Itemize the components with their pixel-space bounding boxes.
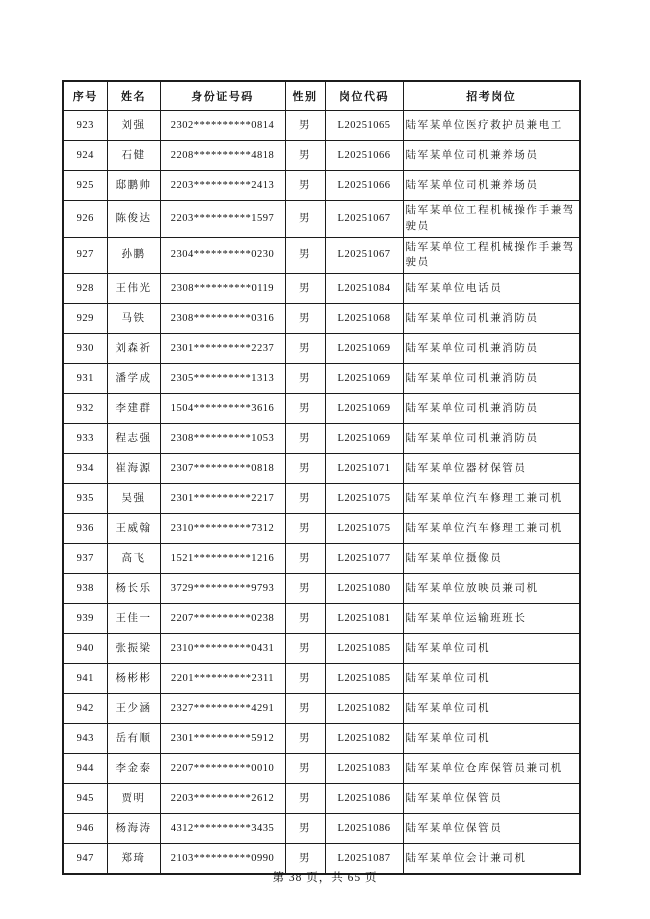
table-row xyxy=(63,544,580,574)
cell-seq: 934 xyxy=(63,454,107,484)
cell-position: 陆军某单位仓库保管员兼司机 xyxy=(403,754,580,784)
cell-name: 吴强 xyxy=(107,484,160,514)
cell-position: 陆军某单位电话员 xyxy=(403,274,580,304)
column-header-id-number: 身份证号码 xyxy=(160,81,285,111)
cell-id-number: 2308**********1053 xyxy=(160,424,285,454)
column-header-gender: 性别 xyxy=(285,81,325,111)
cell-id-number: 2207**********0010 xyxy=(160,754,285,784)
cell-job-code: L20251067 xyxy=(325,201,403,238)
cell-name: 杨海涛 xyxy=(107,814,160,844)
cell-id-number: 2201**********2311 xyxy=(160,664,285,694)
cell-job-code: L20251085 xyxy=(325,664,403,694)
table-row xyxy=(63,304,580,334)
cell-name: 王威翰 xyxy=(107,514,160,544)
cell-name: 邸鹏帅 xyxy=(107,171,160,201)
cell-position: 陆军某单位司机 xyxy=(403,724,580,754)
table-row xyxy=(63,141,580,171)
cell-id-number: 2301**********2217 xyxy=(160,484,285,514)
cell-job-code: L20251082 xyxy=(325,724,403,754)
page-number-indicator: 第 38 页，共 65 页 xyxy=(272,872,378,884)
cell-seq: 940 xyxy=(63,634,107,664)
cell-position: 陆军某单位司机 xyxy=(403,634,580,664)
cell-id-number: 2301**********2237 xyxy=(160,334,285,364)
cell-position: 陆军某单位司机 xyxy=(403,664,580,694)
column-header-position: 招考岗位 xyxy=(403,81,580,111)
cell-gender: 男 xyxy=(285,171,325,201)
cell-name: 王佳一 xyxy=(107,604,160,634)
cell-position: 陆军某单位汽车修理工兼司机 xyxy=(403,514,580,544)
cell-job-code: L20251066 xyxy=(325,171,403,201)
cell-seq: 943 xyxy=(63,724,107,754)
cell-seq: 942 xyxy=(63,694,107,724)
cell-gender: 男 xyxy=(285,237,325,274)
table-body xyxy=(63,111,580,875)
cell-name: 程志强 xyxy=(107,424,160,454)
cell-id-number: 4312**********3435 xyxy=(160,814,285,844)
cell-id-number: 2305**********1313 xyxy=(160,364,285,394)
cell-job-code: L20251071 xyxy=(325,454,403,484)
cell-job-code: L20251077 xyxy=(325,544,403,574)
cell-job-code: L20251065 xyxy=(325,111,403,141)
table-row xyxy=(63,814,580,844)
cell-job-code: L20251069 xyxy=(325,424,403,454)
cell-position: 陆军某单位保管员 xyxy=(403,784,580,814)
cell-id-number: 3729**********9793 xyxy=(160,574,285,604)
table-row xyxy=(63,574,580,604)
cell-gender: 男 xyxy=(285,634,325,664)
table-row xyxy=(63,111,580,141)
cell-name: 崔海源 xyxy=(107,454,160,484)
cell-gender: 男 xyxy=(285,754,325,784)
cell-position: 陆军某单位司机兼消防员 xyxy=(403,394,580,424)
cell-gender: 男 xyxy=(285,814,325,844)
cell-gender: 男 xyxy=(285,484,325,514)
cell-position: 陆军某单位摄像员 xyxy=(403,544,580,574)
cell-job-code: L20251069 xyxy=(325,394,403,424)
cell-job-code: L20251069 xyxy=(325,334,403,364)
cell-id-number: 2301**********5912 xyxy=(160,724,285,754)
cell-seq: 938 xyxy=(63,574,107,604)
cell-gender: 男 xyxy=(285,201,325,238)
cell-name: 杨彬彬 xyxy=(107,664,160,694)
cell-position: 陆军某单位保管员 xyxy=(403,814,580,844)
cell-seq: 925 xyxy=(63,171,107,201)
column-header-job-code: 岗位代码 xyxy=(325,81,403,111)
cell-seq: 936 xyxy=(63,514,107,544)
cell-seq: 941 xyxy=(63,664,107,694)
cell-name: 王伟光 xyxy=(107,274,160,304)
cell-seq: 944 xyxy=(63,754,107,784)
table-row xyxy=(63,514,580,544)
cell-gender: 男 xyxy=(285,274,325,304)
cell-name: 高飞 xyxy=(107,544,160,574)
table-row xyxy=(63,171,580,201)
cell-gender: 男 xyxy=(285,364,325,394)
table-row xyxy=(63,634,580,664)
cell-id-number: 2308**********0316 xyxy=(160,304,285,334)
table-header-row xyxy=(63,81,580,111)
cell-id-number: 2308**********0119 xyxy=(160,274,285,304)
cell-position: 陆军某单位司机兼消防员 xyxy=(403,304,580,334)
cell-id-number: 2304**********0230 xyxy=(160,237,285,274)
table-row xyxy=(63,604,580,634)
cell-seq: 924 xyxy=(63,141,107,171)
cell-name: 王少涵 xyxy=(107,694,160,724)
cell-position: 陆军某单位运输班班长 xyxy=(403,604,580,634)
cell-seq: 937 xyxy=(63,544,107,574)
cell-id-number: 2310**********0431 xyxy=(160,634,285,664)
cell-id-number: 2310**********7312 xyxy=(160,514,285,544)
cell-seq: 932 xyxy=(63,394,107,424)
cell-name: 刘强 xyxy=(107,111,160,141)
cell-name: 李建群 xyxy=(107,394,160,424)
cell-job-code: L20251087 xyxy=(325,844,403,875)
cell-job-code: L20251083 xyxy=(325,754,403,784)
cell-job-code: L20251082 xyxy=(325,694,403,724)
cell-seq: 935 xyxy=(63,484,107,514)
cell-gender: 男 xyxy=(285,141,325,171)
cell-gender: 男 xyxy=(285,454,325,484)
column-header-name: 姓名 xyxy=(107,81,160,111)
cell-position: 陆军某单位司机兼消防员 xyxy=(403,424,580,454)
cell-seq: 926 xyxy=(63,201,107,238)
cell-id-number: 1504**********3616 xyxy=(160,394,285,424)
cell-position: 陆军某单位工程机械操作手兼驾驶员 xyxy=(403,237,580,274)
cell-name: 刘森祈 xyxy=(107,334,160,364)
table-row xyxy=(63,724,580,754)
cell-name: 孙鹏 xyxy=(107,237,160,274)
cell-job-code: L20251067 xyxy=(325,237,403,274)
cell-job-code: L20251086 xyxy=(325,814,403,844)
cell-seq: 929 xyxy=(63,304,107,334)
cell-id-number: 2203**********1597 xyxy=(160,201,285,238)
cell-id-number: 2208**********4818 xyxy=(160,141,285,171)
cell-position: 陆军某单位司机兼消防员 xyxy=(403,334,580,364)
cell-job-code: L20251085 xyxy=(325,634,403,664)
cell-seq: 930 xyxy=(63,334,107,364)
cell-seq: 947 xyxy=(63,844,107,875)
cell-name: 石健 xyxy=(107,141,160,171)
table-row xyxy=(63,754,580,784)
cell-seq: 945 xyxy=(63,784,107,814)
cell-id-number: 2203**********2413 xyxy=(160,171,285,201)
cell-id-number: 1521**********1216 xyxy=(160,544,285,574)
cell-name: 潘学成 xyxy=(107,364,160,394)
cell-job-code: L20251081 xyxy=(325,604,403,634)
cell-gender: 男 xyxy=(285,334,325,364)
cell-position: 陆军某单位放映员兼司机 xyxy=(403,574,580,604)
cell-position: 陆军某单位汽车修理工兼司机 xyxy=(403,484,580,514)
recruitment-table-container xyxy=(62,80,581,875)
cell-seq: 933 xyxy=(63,424,107,454)
table-row xyxy=(63,454,580,484)
cell-gender: 男 xyxy=(285,844,325,875)
cell-id-number: 2203**********2612 xyxy=(160,784,285,814)
table-row xyxy=(63,394,580,424)
column-header-seq: 序号 xyxy=(63,81,107,111)
cell-id-number: 2103**********0990 xyxy=(160,844,285,875)
cell-job-code: L20251086 xyxy=(325,784,403,814)
cell-id-number: 2307**********0818 xyxy=(160,454,285,484)
cell-gender: 男 xyxy=(285,574,325,604)
table-row xyxy=(63,274,580,304)
cell-name: 杨长乐 xyxy=(107,574,160,604)
cell-seq: 939 xyxy=(63,604,107,634)
cell-gender: 男 xyxy=(285,544,325,574)
table-row xyxy=(63,784,580,814)
cell-position: 陆军某单位会计兼司机 xyxy=(403,844,580,875)
cell-job-code: L20251066 xyxy=(325,141,403,171)
cell-seq: 927 xyxy=(63,237,107,274)
cell-job-code: L20251075 xyxy=(325,484,403,514)
cell-id-number: 2207**********0238 xyxy=(160,604,285,634)
cell-job-code: L20251075 xyxy=(325,514,403,544)
cell-job-code: L20251080 xyxy=(325,574,403,604)
cell-name: 郑琦 xyxy=(107,844,160,875)
cell-position: 陆军某单位器材保管员 xyxy=(403,454,580,484)
cell-position: 陆军某单位司机兼消防员 xyxy=(403,364,580,394)
cell-seq: 923 xyxy=(63,111,107,141)
cell-gender: 男 xyxy=(285,111,325,141)
cell-seq: 946 xyxy=(63,814,107,844)
cell-gender: 男 xyxy=(285,724,325,754)
recruitment-roster-table xyxy=(62,80,581,875)
cell-position: 陆军某单位司机兼养场员 xyxy=(403,141,580,171)
table-row xyxy=(63,201,580,238)
cell-gender: 男 xyxy=(285,514,325,544)
cell-gender: 男 xyxy=(285,694,325,724)
cell-gender: 男 xyxy=(285,304,325,334)
cell-name: 岳有顺 xyxy=(107,724,160,754)
cell-position: 陆军某单位司机 xyxy=(403,694,580,724)
cell-id-number: 2302**********0814 xyxy=(160,111,285,141)
cell-job-code: L20251069 xyxy=(325,364,403,394)
cell-position: 陆军某单位医疗救护员兼电工 xyxy=(403,111,580,141)
table-row xyxy=(63,664,580,694)
cell-gender: 男 xyxy=(285,784,325,814)
cell-seq: 931 xyxy=(63,364,107,394)
table-row xyxy=(63,484,580,514)
table-row xyxy=(63,237,580,274)
cell-name: 贾明 xyxy=(107,784,160,814)
cell-seq: 928 xyxy=(63,274,107,304)
cell-job-code: L20251068 xyxy=(325,304,403,334)
cell-position: 陆军某单位工程机械操作手兼驾驶员 xyxy=(403,201,580,238)
cell-name: 张振梁 xyxy=(107,634,160,664)
table-row xyxy=(63,334,580,364)
cell-name: 陈俊达 xyxy=(107,201,160,238)
cell-gender: 男 xyxy=(285,394,325,424)
cell-gender: 男 xyxy=(285,664,325,694)
table-row xyxy=(63,694,580,724)
cell-name: 马铁 xyxy=(107,304,160,334)
table-row xyxy=(63,424,580,454)
table-row xyxy=(63,364,580,394)
cell-id-number: 2327**********4291 xyxy=(160,694,285,724)
cell-position: 陆军某单位司机兼养场员 xyxy=(403,171,580,201)
cell-name: 李金泰 xyxy=(107,754,160,784)
cell-job-code: L20251084 xyxy=(325,274,403,304)
cell-gender: 男 xyxy=(285,424,325,454)
cell-gender: 男 xyxy=(285,604,325,634)
